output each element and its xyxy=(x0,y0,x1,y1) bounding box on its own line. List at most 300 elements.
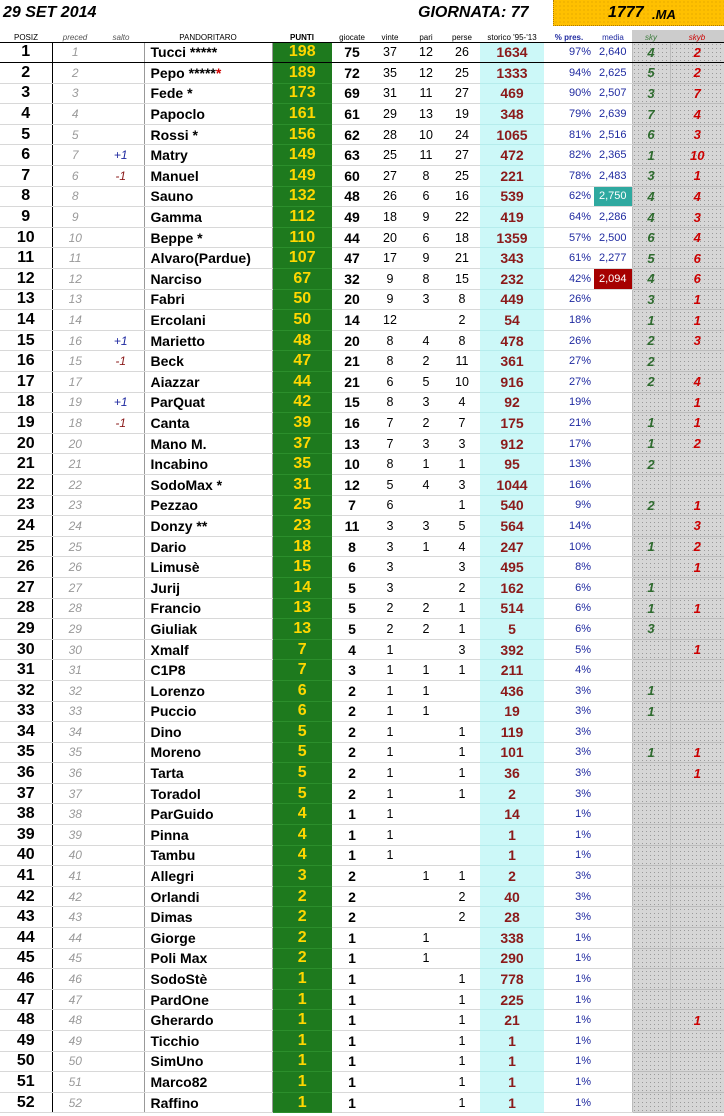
position-cell: 46 xyxy=(0,969,52,990)
player-name: ParGuido xyxy=(144,804,272,825)
vinte-cell: 1 xyxy=(372,742,408,763)
position-cell: 23 xyxy=(0,495,52,516)
media-cell: 2,639 xyxy=(594,104,632,125)
pari-cell xyxy=(408,1051,444,1072)
pres-cell: 8% xyxy=(544,557,594,578)
perse-cell: 1 xyxy=(444,454,480,475)
salto-cell xyxy=(98,928,144,949)
position-cell: 15 xyxy=(0,330,52,351)
perse-cell: 1 xyxy=(444,1010,480,1031)
giocate-cell: 14 xyxy=(332,310,372,331)
position-cell: 26 xyxy=(0,557,52,578)
perse-cell: 7 xyxy=(444,413,480,434)
giocate-cell: 2 xyxy=(332,680,372,701)
media-cell xyxy=(594,969,632,990)
storico-cell: 478 xyxy=(480,330,544,351)
salto-cell xyxy=(98,104,144,125)
position-cell: 8 xyxy=(0,186,52,207)
salto-cell xyxy=(98,1051,144,1072)
player-name: Dario xyxy=(144,536,272,557)
position-cell: 36 xyxy=(0,763,52,784)
salto-cell: -1 xyxy=(98,413,144,434)
pres-cell: 9% xyxy=(544,495,594,516)
player-name: Pepo ****** xyxy=(144,63,272,84)
table-row xyxy=(0,598,724,619)
salto-cell xyxy=(98,907,144,928)
pari-cell xyxy=(408,495,444,516)
col-pandoritaro: PANDORITARO xyxy=(144,30,272,42)
storico-cell: 540 xyxy=(480,495,544,516)
punti-cell: 1 xyxy=(272,1010,332,1031)
media-cell: 2,640 xyxy=(594,42,632,63)
player-name: Tucci ***** xyxy=(144,42,272,63)
perse-cell: 19 xyxy=(444,104,480,125)
sky-cell xyxy=(632,886,670,907)
position-cell: 28 xyxy=(0,598,52,619)
giocate-cell: 4 xyxy=(332,639,372,660)
skyb-cell: 3 xyxy=(670,516,724,537)
sky-cell: 2 xyxy=(632,495,670,516)
position-cell: 1 xyxy=(0,42,52,63)
sky-cell: 6 xyxy=(632,124,670,145)
giocate-cell: 2 xyxy=(332,742,372,763)
skyb-cell: 1 xyxy=(670,289,724,310)
pres-cell: 6% xyxy=(544,577,594,598)
preced-cell: 46 xyxy=(52,969,98,990)
player-name: Gherardo xyxy=(144,1010,272,1031)
pari-cell: 2 xyxy=(408,413,444,434)
vinte-cell: 1 xyxy=(372,845,408,866)
storico-cell: 290 xyxy=(480,948,544,969)
vinte-cell xyxy=(372,1072,408,1093)
position-cell: 30 xyxy=(0,639,52,660)
perse-cell: 1 xyxy=(444,742,480,763)
skyb-cell: 1 xyxy=(670,557,724,578)
storico-cell: 247 xyxy=(480,536,544,557)
col-pari: pari xyxy=(408,30,444,42)
perse-cell: 18 xyxy=(444,227,480,248)
media-cell xyxy=(594,680,632,701)
col-posiz: POSIZ xyxy=(0,30,52,42)
salto-cell xyxy=(98,804,144,825)
pari-cell: 1 xyxy=(408,866,444,887)
player-name: Donzy ** xyxy=(144,516,272,537)
vinte-cell: 1 xyxy=(372,660,408,681)
vinte-cell xyxy=(372,989,408,1010)
punti-cell: 5 xyxy=(272,783,332,804)
skyb-cell xyxy=(670,1031,724,1052)
preced-cell: 5 xyxy=(52,124,98,145)
salto-cell xyxy=(98,1031,144,1052)
player-name: Incabino xyxy=(144,454,272,475)
player-name: Lorenzo xyxy=(144,680,272,701)
salto-cell xyxy=(98,124,144,145)
table-row xyxy=(0,825,724,846)
table-row xyxy=(0,413,724,434)
pres-cell: 3% xyxy=(544,886,594,907)
skyb-cell: 3 xyxy=(670,207,724,228)
position-cell: 37 xyxy=(0,783,52,804)
sky-cell xyxy=(632,866,670,887)
perse-cell: 2 xyxy=(444,577,480,598)
media-cell xyxy=(594,598,632,619)
media-cell xyxy=(594,866,632,887)
position-cell: 3 xyxy=(0,83,52,104)
punti-cell: 7 xyxy=(272,660,332,681)
standings-body xyxy=(0,42,724,1113)
preced-cell: 3 xyxy=(52,83,98,104)
vinte-cell: 35 xyxy=(372,63,408,84)
table-row xyxy=(0,1031,724,1052)
skyb-cell: 2 xyxy=(670,433,724,454)
media-cell: 2,365 xyxy=(594,145,632,166)
skyb-cell xyxy=(670,701,724,722)
table-row xyxy=(0,330,724,351)
punti-cell: 18 xyxy=(272,536,332,557)
preced-cell: 29 xyxy=(52,619,98,640)
position-cell: 11 xyxy=(0,248,52,269)
vinte-cell: 7 xyxy=(372,413,408,434)
vinte-cell: 1 xyxy=(372,804,408,825)
table-row xyxy=(0,722,724,743)
star-mark: * xyxy=(215,64,222,81)
player-name: Giuliak xyxy=(144,619,272,640)
preced-cell: 15 xyxy=(52,351,98,372)
giocate-cell: 2 xyxy=(332,783,372,804)
giocate-cell: 10 xyxy=(332,454,372,475)
table-row xyxy=(0,63,724,84)
punti-cell: 15 xyxy=(272,557,332,578)
player-name: Papoclo xyxy=(144,104,272,125)
punti-cell: 2 xyxy=(272,948,332,969)
perse-cell: 25 xyxy=(444,166,480,187)
vinte-cell: 37 xyxy=(372,42,408,63)
pres-cell: 3% xyxy=(544,866,594,887)
salto-cell xyxy=(98,598,144,619)
player-name: SimUno xyxy=(144,1051,272,1072)
punti-cell: 107 xyxy=(272,248,332,269)
punti-cell: 13 xyxy=(272,598,332,619)
col-vinte: vinte xyxy=(372,30,408,42)
skyb-cell: 2 xyxy=(670,42,724,63)
skyb-cell: 4 xyxy=(670,227,724,248)
punti-cell: 50 xyxy=(272,310,332,331)
preced-cell: 39 xyxy=(52,825,98,846)
media-cell xyxy=(594,413,632,434)
pres-cell: 1% xyxy=(544,1031,594,1052)
pres-cell: 3% xyxy=(544,907,594,928)
storico-cell: 348 xyxy=(480,104,544,125)
sky-cell: 2 xyxy=(632,454,670,475)
skyb-cell xyxy=(670,722,724,743)
sky-cell: 7 xyxy=(632,104,670,125)
position-cell: 25 xyxy=(0,536,52,557)
pari-cell: 2 xyxy=(408,598,444,619)
table-row xyxy=(0,989,724,1010)
table-row xyxy=(0,619,724,640)
player-name: Dimas xyxy=(144,907,272,928)
player-name: Rossi * xyxy=(144,124,272,145)
media-cell xyxy=(594,330,632,351)
player-name: Mano M. xyxy=(144,433,272,454)
storico-cell: 1044 xyxy=(480,474,544,495)
perse-cell: 1 xyxy=(444,495,480,516)
pari-cell xyxy=(408,763,444,784)
table-row xyxy=(0,886,724,907)
punti-cell: 5 xyxy=(272,763,332,784)
table-row xyxy=(0,372,724,393)
position-cell: 31 xyxy=(0,660,52,681)
perse-cell: 1 xyxy=(444,1031,480,1052)
pari-cell xyxy=(408,783,444,804)
pres-cell: 1% xyxy=(544,845,594,866)
table-row xyxy=(0,763,724,784)
punti-cell: 5 xyxy=(272,722,332,743)
vinte-cell: 8 xyxy=(372,454,408,475)
vinte-cell: 9 xyxy=(372,269,408,290)
storico-cell: 28 xyxy=(480,907,544,928)
perse-cell: 27 xyxy=(444,145,480,166)
punti-cell: 4 xyxy=(272,804,332,825)
standings-table xyxy=(0,30,724,1113)
storico-cell: 1065 xyxy=(480,124,544,145)
preced-cell: 37 xyxy=(52,783,98,804)
pres-cell: 4% xyxy=(544,660,594,681)
preced-cell: 4 xyxy=(52,104,98,125)
storico-cell: 54 xyxy=(480,310,544,331)
skyb-cell xyxy=(670,804,724,825)
giocate-cell: 1 xyxy=(332,1072,372,1093)
sky-cell xyxy=(632,1092,670,1113)
punti-cell: 110 xyxy=(272,227,332,248)
pari-cell xyxy=(408,742,444,763)
preced-cell: 44 xyxy=(52,928,98,949)
skyb-cell: 1 xyxy=(670,598,724,619)
skyb-cell: 1 xyxy=(670,310,724,331)
player-name: Toradol xyxy=(144,783,272,804)
pres-cell: 1% xyxy=(544,928,594,949)
pres-cell: 27% xyxy=(544,351,594,372)
perse-cell: 3 xyxy=(444,639,480,660)
sky-cell: 1 xyxy=(632,680,670,701)
pres-cell: 26% xyxy=(544,289,594,310)
preced-cell: 31 xyxy=(52,660,98,681)
perse-cell: 1 xyxy=(444,619,480,640)
pari-cell xyxy=(408,1031,444,1052)
preced-cell: 50 xyxy=(52,1051,98,1072)
pari-cell: 8 xyxy=(408,166,444,187)
pari-cell xyxy=(408,804,444,825)
storico-cell: 495 xyxy=(480,557,544,578)
pari-cell xyxy=(408,1072,444,1093)
media-cell xyxy=(594,1072,632,1093)
table-row xyxy=(0,866,724,887)
storico-cell: 912 xyxy=(480,433,544,454)
salto-cell xyxy=(98,372,144,393)
pari-cell xyxy=(408,825,444,846)
sky-cell: 1 xyxy=(632,742,670,763)
storico-cell: 419 xyxy=(480,207,544,228)
sky-cell xyxy=(632,722,670,743)
storico-cell: 162 xyxy=(480,577,544,598)
preced-cell: 41 xyxy=(52,866,98,887)
preced-cell: 19 xyxy=(52,392,98,413)
storico-cell: 175 xyxy=(480,413,544,434)
sky-cell xyxy=(632,845,670,866)
sky-cell xyxy=(632,1031,670,1052)
punti-cell: 25 xyxy=(272,495,332,516)
table-row xyxy=(0,207,724,228)
preced-cell: 36 xyxy=(52,763,98,784)
media-cell xyxy=(594,516,632,537)
storico-cell: 14 xyxy=(480,804,544,825)
col-media: media xyxy=(594,30,632,42)
vinte-cell: 1 xyxy=(372,722,408,743)
giocate-cell: 2 xyxy=(332,722,372,743)
punti-cell: 161 xyxy=(272,104,332,125)
perse-cell xyxy=(444,845,480,866)
giocate-cell: 62 xyxy=(332,124,372,145)
skyb-cell: 3 xyxy=(670,124,724,145)
media-cell xyxy=(594,392,632,413)
sky-cell: 3 xyxy=(632,166,670,187)
pres-cell: 5% xyxy=(544,639,594,660)
giocate-cell: 49 xyxy=(332,207,372,228)
pari-cell: 8 xyxy=(408,269,444,290)
vinte-cell: 28 xyxy=(372,124,408,145)
vinte-cell: 8 xyxy=(372,392,408,413)
sky-cell xyxy=(632,804,670,825)
player-name: PardOne xyxy=(144,989,272,1010)
pari-cell: 2 xyxy=(408,351,444,372)
col-giocate: giocate xyxy=(332,30,372,42)
salto-cell xyxy=(98,83,144,104)
sky-cell: 1 xyxy=(632,433,670,454)
pari-cell: 6 xyxy=(408,227,444,248)
position-cell: 17 xyxy=(0,372,52,393)
player-name: SodoStè xyxy=(144,969,272,990)
perse-cell xyxy=(444,804,480,825)
pari-cell xyxy=(408,557,444,578)
position-cell: 44 xyxy=(0,928,52,949)
pres-cell: 97% xyxy=(544,42,594,63)
skyb-cell xyxy=(670,351,724,372)
player-name: Raffino xyxy=(144,1092,272,1113)
pari-cell xyxy=(408,1010,444,1031)
table-row xyxy=(0,516,724,537)
punti-cell: 44 xyxy=(272,372,332,393)
punti-cell: 1 xyxy=(272,1072,332,1093)
skyb-cell xyxy=(670,680,724,701)
sky-cell xyxy=(632,557,670,578)
pari-cell: 11 xyxy=(408,83,444,104)
table-row xyxy=(0,289,724,310)
giocate-cell: 69 xyxy=(332,83,372,104)
skyb-cell: 7 xyxy=(670,83,724,104)
pres-cell: 1% xyxy=(544,825,594,846)
pari-cell xyxy=(408,722,444,743)
vinte-cell: 12 xyxy=(372,310,408,331)
preced-cell: 24 xyxy=(52,516,98,537)
giocate-cell: 1 xyxy=(332,948,372,969)
vinte-cell: 9 xyxy=(372,289,408,310)
player-name: Marietto xyxy=(144,330,272,351)
position-cell: 33 xyxy=(0,701,52,722)
perse-cell: 4 xyxy=(444,392,480,413)
pres-cell: 3% xyxy=(544,783,594,804)
salto-cell xyxy=(98,783,144,804)
table-row xyxy=(0,907,724,928)
pari-cell: 1 xyxy=(408,536,444,557)
position-cell: 21 xyxy=(0,454,52,475)
pari-cell: 12 xyxy=(408,63,444,84)
salto-cell xyxy=(98,886,144,907)
table-row xyxy=(0,928,724,949)
storico-cell: 514 xyxy=(480,598,544,619)
perse-cell: 25 xyxy=(444,63,480,84)
giocate-cell: 1 xyxy=(332,1031,372,1052)
sky-cell xyxy=(632,763,670,784)
salto-cell xyxy=(98,948,144,969)
storico-cell: 449 xyxy=(480,289,544,310)
position-cell: 38 xyxy=(0,804,52,825)
position-cell: 47 xyxy=(0,989,52,1010)
punti-cell: 1 xyxy=(272,1092,332,1113)
preced-cell: 7 xyxy=(52,145,98,166)
sky-cell xyxy=(632,1051,670,1072)
salto-cell xyxy=(98,989,144,1010)
sky-cell: 5 xyxy=(632,63,670,84)
player-name: Xmalf xyxy=(144,639,272,660)
position-cell: 18 xyxy=(0,392,52,413)
preced-cell: 43 xyxy=(52,907,98,928)
media-cell: 2,500 xyxy=(594,227,632,248)
perse-cell: 1 xyxy=(444,969,480,990)
vinte-cell xyxy=(372,969,408,990)
table-row xyxy=(0,1051,724,1072)
storico-cell: 92 xyxy=(480,392,544,413)
giocate-cell: 5 xyxy=(332,598,372,619)
position-cell: 16 xyxy=(0,351,52,372)
perse-cell: 1 xyxy=(444,783,480,804)
perse-cell: 8 xyxy=(444,330,480,351)
media-cell xyxy=(594,845,632,866)
skyb-cell xyxy=(670,619,724,640)
sky-cell: 1 xyxy=(632,577,670,598)
position-cell: 14 xyxy=(0,310,52,331)
punti-cell: 35 xyxy=(272,454,332,475)
storico-cell: 40 xyxy=(480,886,544,907)
position-cell: 45 xyxy=(0,948,52,969)
storico-cell: 564 xyxy=(480,516,544,537)
giocate-cell: 21 xyxy=(332,372,372,393)
vinte-cell xyxy=(372,886,408,907)
preced-cell: 48 xyxy=(52,1010,98,1031)
punti-cell: 1 xyxy=(272,989,332,1010)
perse-cell xyxy=(444,680,480,701)
sky-cell xyxy=(632,989,670,1010)
salto-cell xyxy=(98,660,144,681)
pres-cell: 13% xyxy=(544,454,594,475)
sky-cell: 3 xyxy=(632,83,670,104)
salto-cell xyxy=(98,454,144,475)
pres-cell: 64% xyxy=(544,207,594,228)
punti-cell: 156 xyxy=(272,124,332,145)
skyb-cell xyxy=(670,969,724,990)
sky-cell: 4 xyxy=(632,207,670,228)
position-cell: 12 xyxy=(0,269,52,290)
vinte-cell: 2 xyxy=(372,598,408,619)
